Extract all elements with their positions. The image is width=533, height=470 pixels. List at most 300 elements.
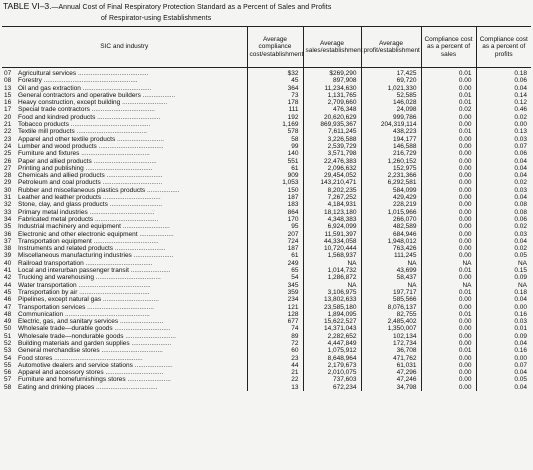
profit-cell: 228,219 [361, 201, 421, 208]
pct-of-sales-cell: 0.00 [421, 216, 476, 223]
sic-code-cell: 47 [4, 303, 12, 311]
leader-dots: .................................... [96, 142, 164, 150]
compliance-cost-cell: 111 [247, 106, 303, 113]
sales-cell: 143,210,471 [303, 179, 361, 186]
compliance-cost-cell: 121 [247, 304, 303, 311]
profit-cell: 24,098 [361, 106, 421, 113]
leader-dots: ................................. [100, 179, 163, 187]
table-row [2, 136, 531, 143]
pct-of-sales-cell: 0.01 [421, 99, 476, 106]
profit-cell: 52,585 [361, 92, 421, 99]
table-row [2, 274, 531, 281]
profit-cell: 197,717 [361, 289, 421, 296]
pct-of-profits-cell: 0.04 [476, 369, 531, 376]
leader-dots: .................. [140, 91, 176, 99]
compliance-cost-cell: 65 [247, 267, 303, 274]
profit-cell: 8,076,137 [361, 304, 421, 311]
sales-cell: 7,611,245 [303, 128, 361, 135]
industry-name-cell: Industrial machinery and equipment .......................... [18, 223, 170, 231]
sales-cell: 18,123,180 [303, 209, 361, 216]
sales-cell: 4,184,931 [303, 201, 361, 208]
leader-dots: .......................... [120, 223, 170, 231]
industry-name-cell: General merchandise stores .................................. [18, 347, 163, 355]
col-header-pct-sales: Compliance cost as a percent of sales [421, 27, 476, 68]
sic-code-cell: 50 [4, 325, 12, 333]
compliance-cost-cell: 1,053 [247, 179, 303, 186]
table-row [2, 99, 531, 106]
pct-of-profits-cell: 0.08 [476, 201, 531, 208]
sic-code-cell: 20 [4, 113, 12, 121]
pct-of-sales-cell: 0.00 [421, 333, 476, 340]
sic-code-cell: 08 [4, 77, 12, 85]
compliance-cost-cell: 58 [247, 136, 303, 143]
profit-cell: 36,708 [361, 347, 421, 354]
table-row [2, 179, 531, 186]
pct-of-sales-cell: 0.00 [421, 376, 476, 383]
profit-cell: 1,015,966 [361, 209, 421, 216]
table-row [2, 216, 531, 223]
leader-dots: .................................... [87, 208, 155, 216]
sic-code-cell: 07 [4, 70, 12, 77]
sic-code-cell: 28 [4, 172, 12, 180]
profit-cell: 146,588 [361, 143, 421, 150]
pct-of-profits-cell: 0.04 [476, 340, 531, 347]
industry-name-cell: Primary metal industries .................................... [18, 208, 155, 216]
industry-name-cell: Food stores ................................................. [18, 354, 143, 362]
table-row [2, 77, 531, 84]
compliance-cost-cell: 249 [247, 260, 303, 267]
pct-of-sales-cell: 0.00 [421, 296, 476, 303]
sic-code-cell: 17 [4, 106, 12, 114]
leader-dots: ...................................... [80, 84, 152, 92]
sales-cell: 897,908 [303, 77, 361, 84]
sales-cell: 11,591,397 [303, 231, 361, 238]
compliance-cost-cell: 99 [247, 143, 303, 150]
compliance-cost-cell: 364 [247, 85, 303, 92]
pct-of-sales-cell: 0.00 [421, 187, 476, 194]
leader-dots: ....................................... [74, 128, 147, 136]
compliance-cost-cell: 54 [247, 274, 303, 281]
pct-of-profits-cell: 0.00 [476, 304, 531, 311]
table-row [2, 376, 531, 383]
pct-of-sales-cell: 0.00 [421, 340, 476, 347]
sales-cell: 4,348,383 [303, 216, 361, 223]
leader-dots: .................................... [91, 237, 159, 245]
sic-code-cell: 32 [4, 201, 12, 209]
leader-dots: ................................ [101, 194, 161, 202]
sales-cell: 1,894,095 [303, 311, 361, 318]
sic-code-cell: 40 [4, 259, 12, 267]
pct-of-sales-cell: 0.00 [421, 165, 476, 172]
pct-of-profits-cell: 0.12 [476, 99, 531, 106]
industry-name-cell: Petroleum and coal products ................................. [18, 179, 163, 187]
industry-name-cell: Local and interurban passenger transit ...................... [18, 267, 171, 275]
sic-code-cell: 27 [4, 164, 12, 172]
leader-dots: ............................................... [63, 310, 150, 318]
industry-name-cell: Agricultural services ....................................... [18, 70, 149, 77]
leader-dots: ............................. [107, 201, 163, 209]
profit-cell: 69,720 [361, 77, 421, 84]
compliance-cost-cell: 23 [247, 355, 303, 362]
sales-cell: 1,286,872 [303, 274, 361, 281]
table-row [2, 245, 531, 252]
pct-of-sales-cell: 0.00 [421, 384, 476, 391]
sic-code-cell: 31 [4, 194, 12, 202]
profit-cell: 216,729 [361, 150, 421, 157]
industry-name-cell: Railroad transportation ..................................... [18, 259, 153, 267]
sic-code-cell: 39 [4, 252, 12, 260]
pct-of-sales-cell: 0.02 [421, 106, 476, 113]
pct-of-profits-cell: 0.01 [476, 325, 531, 332]
table-row [2, 106, 531, 113]
compliance-cost-cell: 72 [247, 340, 303, 347]
industry-name-cell: Furniture and homefurnishings stores ........................ [18, 376, 171, 384]
compliance-cost-cell: 187 [247, 194, 303, 201]
industry-name-cell: Special trade contractors ................................... [18, 106, 155, 114]
profit-cell: 146,028 [361, 99, 421, 106]
sic-code-cell: 54 [4, 354, 12, 362]
sales-cell: 1,568,937 [303, 252, 361, 259]
pct-of-profits-cell: 0.07 [476, 143, 531, 150]
table-row [2, 209, 531, 216]
industry-name-cell: Rubber and miscellaneous plastics products .................. [18, 186, 180, 194]
profit-cell: 482,589 [361, 223, 421, 230]
profit-cell: 34,798 [361, 384, 421, 391]
sales-cell: 1,075,912 [303, 347, 361, 354]
table-row [2, 304, 531, 311]
profit-cell: 102,134 [361, 333, 421, 340]
pct-of-profits-cell: 0.06 [476, 216, 531, 223]
profit-cell: 999,786 [361, 114, 421, 121]
compliance-cost-cell: 192 [247, 114, 303, 121]
profit-cell: 43,699 [361, 267, 421, 274]
table-row [2, 150, 531, 157]
sic-code-cell: 45 [4, 288, 12, 296]
table-row [2, 296, 531, 303]
industry-name-cell: Wholesale trade—durable goods ............................... [18, 325, 171, 333]
leader-dots: ........................................ [76, 281, 151, 289]
pct-of-profits-cell: 0.03 [476, 136, 531, 143]
profit-cell: 763,426 [361, 245, 421, 252]
table-row [2, 282, 531, 289]
leader-dots: ............................... [112, 325, 171, 333]
pct-of-sales-cell: 0.01 [421, 68, 476, 78]
pct-of-profits-cell: 0.03 [476, 187, 531, 194]
compliance-cost-cell: 13 [247, 384, 303, 391]
compliance-cost-cell: 61 [247, 165, 303, 172]
table-row [2, 201, 531, 208]
compliance-cost-cell: 234 [247, 296, 303, 303]
industry-name-cell: Water transportation ........................................ [18, 281, 151, 289]
pct-of-sales-cell: 0.00 [421, 143, 476, 150]
pct-of-sales-cell: 0.00 [421, 172, 476, 179]
industry-name-cell: Tobacco products ............................................ [18, 121, 151, 129]
pct-of-profits-cell: 0.00 [476, 355, 531, 362]
leader-dots: ...................... [129, 339, 172, 347]
compliance-cost-cell: 359 [247, 289, 303, 296]
table-row [2, 114, 531, 121]
pct-of-sales-cell: 0.00 [421, 231, 476, 238]
industry-name-cell: Transportation services ..................................... [18, 303, 154, 311]
sic-code-cell: 35 [4, 223, 12, 231]
pct-of-sales-cell: NA [421, 260, 476, 267]
profit-cell: 585,566 [361, 296, 421, 303]
sic-code-cell: 29 [4, 179, 12, 187]
profit-cell: 1,948,012 [361, 238, 421, 245]
sic-code-cell: 21 [4, 121, 12, 129]
pct-of-profits-cell: 0.46 [476, 106, 531, 113]
leader-dots: ....................................... [77, 288, 150, 296]
leader-dots: ..................................... [85, 303, 154, 311]
industry-name-cell: Pipelines, except natural gas ............................... [18, 296, 159, 304]
industry-name-cell: Chemicals and allied products ............................... [18, 172, 163, 180]
leader-dots: ....................................... [76, 70, 149, 77]
pct-of-sales-cell: 0.00 [421, 179, 476, 186]
leader-dots: ................................... [93, 215, 159, 223]
profit-cell: 1,350,007 [361, 325, 421, 332]
table-row [2, 223, 531, 230]
table-row [2, 289, 531, 296]
profit-cell: 58,437 [361, 274, 421, 281]
sic-code-cell: 53 [4, 347, 12, 355]
compliance-cost-cell: 89 [247, 333, 303, 340]
industry-name-cell: Furniture and fixtures ...................................... [18, 150, 150, 158]
compliance-cost-cell: 61 [247, 252, 303, 259]
industry-name-cell: Printing and publishing ..................................... [18, 164, 153, 172]
sic-code-cell: 33 [4, 208, 12, 216]
col-header-profit: Average profit/establishment [361, 27, 421, 68]
pct-of-sales-cell: 0.00 [421, 201, 476, 208]
sales-cell: 8,648,964 [303, 355, 361, 362]
pct-of-profits-cell: NA [476, 282, 531, 289]
sales-cell: $269,290 [303, 68, 361, 78]
compliance-cost-cell: 95 [247, 223, 303, 230]
table-row [2, 252, 531, 259]
profit-cell: 429,429 [361, 194, 421, 201]
leader-dots: ..................................... [83, 259, 153, 267]
col-header-cost: Average compliance cost/establishment [247, 27, 303, 68]
leader-dots: ........................ [118, 318, 164, 326]
pct-of-sales-cell: 0.00 [421, 209, 476, 216]
sales-cell: 23,585,180 [303, 304, 361, 311]
industry-name-cell: Electric, gas, and sanitary services ........................ [18, 318, 164, 326]
pct-of-profits-cell: 0.07 [476, 362, 531, 369]
header-row [2, 27, 531, 68]
col-header-pct-profits: Compliance cost as a percent of profits [476, 27, 531, 68]
pct-of-sales-cell: 0.00 [421, 245, 476, 252]
table-row [2, 158, 531, 165]
leader-dots: .................. [145, 186, 180, 194]
pct-of-sales-cell: 0.00 [421, 136, 476, 143]
leader-dots: .................................................... [41, 77, 138, 85]
leader-dots: ................................... [91, 157, 157, 165]
sales-cell: 7,267,252 [303, 194, 361, 201]
industry-name-cell: Transportation by air ....................................... [18, 288, 150, 296]
industry-name-cell: Forestry .................................................... [18, 77, 138, 85]
table-row [2, 311, 531, 318]
leader-dots: ................................................. [52, 354, 143, 362]
sales-cell: 2,010,075 [303, 369, 361, 376]
pct-of-profits-cell: 0.04 [476, 238, 531, 245]
pct-of-sales-cell: 0.01 [421, 311, 476, 318]
pct-of-profits-cell: 0.02 [476, 245, 531, 252]
pct-of-profits-cell: 0.04 [476, 384, 531, 391]
industry-name-cell: Eating and drinking places .................................. [18, 383, 158, 391]
table-row [2, 68, 531, 78]
pct-of-sales-cell: 0.00 [421, 85, 476, 92]
table-row [2, 231, 531, 238]
industry-name-cell: Fabricated metal products ................................... [18, 215, 159, 223]
leader-dots: ................................... [89, 106, 155, 114]
pct-of-sales-cell: 0.00 [421, 318, 476, 325]
compliance-cost-cell: 345 [247, 282, 303, 289]
profit-cell: 194,177 [361, 136, 421, 143]
pct-of-sales-cell: 0.01 [421, 347, 476, 354]
table-row [2, 369, 531, 376]
pct-of-profits-cell: 0.03 [476, 318, 531, 325]
compliance-cost-cell: 677 [247, 318, 303, 325]
pct-of-profits-cell: 0.09 [476, 274, 531, 281]
pct-of-profits-cell: 0.06 [476, 150, 531, 157]
sic-code-cell: 55 [4, 361, 12, 369]
compliance-cost-cell: 1,169 [247, 121, 303, 128]
table-row [2, 143, 531, 150]
compliance-cost-cell: 170 [247, 216, 303, 223]
leader-dots: .................................. [99, 347, 163, 355]
industry-name-cell: Stone, clay, and glass products ............................. [18, 201, 163, 209]
leader-dots: ..................................... [83, 164, 153, 172]
table-row [2, 362, 531, 369]
profit-cell: 684,946 [361, 231, 421, 238]
compliance-cost-cell: 724 [247, 238, 303, 245]
industry-name-cell: Transportation equipment .................................... [18, 237, 159, 245]
pct-of-profits-cell: 0.18 [476, 289, 531, 296]
compliance-cost-cell: 183 [247, 201, 303, 208]
sic-code-cell: 16 [4, 99, 12, 107]
compliance-cost-cell: $32 [247, 68, 303, 78]
pct-of-profits-cell: 0.04 [476, 172, 531, 179]
sales-cell: 476,348 [303, 106, 361, 113]
table-row [2, 267, 531, 274]
industry-name-cell: Instruments and related products ............................ [18, 245, 166, 253]
pct-of-profits-cell: 0.04 [476, 158, 531, 165]
compliance-cost-cell: 21 [247, 369, 303, 376]
sales-cell: 2,179,673 [303, 362, 361, 369]
pct-of-profits-cell: 0.06 [476, 77, 531, 84]
sales-cell: 15,622,527 [303, 318, 361, 325]
sales-cell: NA [303, 282, 361, 289]
sales-cell: 22,476,383 [303, 158, 361, 165]
profit-cell: 204,319,114 [361, 121, 421, 128]
industry-name-cell: General contractors and operative builders .................. [18, 91, 176, 99]
pct-of-sales-cell: 0.00 [421, 369, 476, 376]
industry-name-cell: Textile mill products ....................................... [18, 128, 147, 136]
sic-code-cell: 25 [4, 150, 12, 158]
sales-cell: 11,234,630 [303, 85, 361, 92]
compliance-cost-cell: 140 [247, 150, 303, 157]
industry-name-cell: Trucking and warehousing .................................... [18, 274, 161, 282]
pct-of-profits-cell: 0.03 [476, 231, 531, 238]
leader-dots: ................................... [95, 113, 161, 121]
sales-cell: 1,131,765 [303, 92, 361, 99]
profit-cell: NA [361, 282, 421, 289]
profit-cell: 1,260,152 [361, 158, 421, 165]
profit-cell: 1,021,330 [361, 85, 421, 92]
pct-of-sales-cell: 0.00 [421, 77, 476, 84]
industry-name-cell: Communication ............................................... [18, 310, 150, 318]
pct-of-sales-cell: 0.00 [421, 325, 476, 332]
cost-table [2, 26, 531, 391]
sic-code-cell: 38 [4, 245, 12, 253]
pct-of-profits-cell: 0.04 [476, 165, 531, 172]
pct-of-profits-cell: 0.14 [476, 92, 531, 99]
pct-of-sales-cell: 0.00 [421, 355, 476, 362]
leader-dots: ..................... [132, 361, 173, 369]
leader-dots: ............................................ [68, 121, 151, 129]
profit-cell: 584,099 [361, 187, 421, 194]
pct-of-profits-cell: 0.02 [476, 114, 531, 121]
profit-cell: 172,734 [361, 340, 421, 347]
sales-cell: 3,571,798 [303, 150, 361, 157]
sic-code-cell: 56 [4, 369, 12, 377]
leader-dots: ................... [137, 230, 174, 238]
industry-name-cell: Paper and allied products ................................... [18, 157, 157, 165]
sic-code-cell: 37 [4, 237, 12, 245]
pct-of-sales-cell: 0.01 [421, 92, 476, 99]
industry-name-cell: Food and kindred products ................................... [18, 113, 161, 121]
pct-of-sales-cell: 0.00 [421, 121, 476, 128]
profit-cell: 111,245 [361, 252, 421, 259]
pct-of-sales-cell: 0.01 [421, 267, 476, 274]
sic-code-cell: 13 [4, 84, 12, 92]
sales-cell: 8,202,235 [303, 187, 361, 194]
pct-of-sales-cell: 0.00 [421, 362, 476, 369]
sales-cell: 1,014,732 [303, 267, 361, 274]
pct-of-profits-cell: 0.02 [476, 179, 531, 186]
sales-cell: 2,096,632 [303, 165, 361, 172]
compliance-cost-cell: 45 [247, 77, 303, 84]
table-row [2, 165, 531, 172]
profit-cell: 82,755 [361, 311, 421, 318]
industry-name-cell: Oil and gas extraction ...................................... [18, 84, 152, 92]
industry-name-cell: Lumber and wood products .................................... [18, 142, 164, 150]
table-row [2, 260, 531, 267]
pct-of-profits-cell: 0.00 [476, 121, 531, 128]
leader-dots: ........................ [125, 376, 171, 384]
leader-dots: ...................................... [79, 150, 150, 158]
compliance-cost-cell: 551 [247, 158, 303, 165]
sales-cell: NA [303, 260, 361, 267]
table-row [2, 187, 531, 194]
leader-dots: ............................ [123, 332, 176, 340]
sic-code-cell: 23 [4, 135, 12, 143]
profit-cell: 6,292,581 [361, 179, 421, 186]
sales-cell: 3,106,975 [303, 289, 361, 296]
pct-of-sales-cell: 0.00 [421, 158, 476, 165]
pct-of-sales-cell: NA [421, 282, 476, 289]
pct-of-sales-cell: 0.00 [421, 274, 476, 281]
table-row [2, 128, 531, 135]
pct-of-sales-cell: 0.00 [421, 252, 476, 259]
sic-code-cell: 24 [4, 142, 12, 150]
pct-of-profits-cell: 0.02 [476, 223, 531, 230]
table-row [2, 384, 531, 391]
compliance-cost-cell: 864 [247, 209, 303, 216]
sic-code-cell: 30 [4, 186, 12, 194]
compliance-cost-cell: 187 [247, 245, 303, 252]
pct-of-profits-cell: 0.09 [476, 333, 531, 340]
compliance-cost-cell: 22 [247, 376, 303, 383]
